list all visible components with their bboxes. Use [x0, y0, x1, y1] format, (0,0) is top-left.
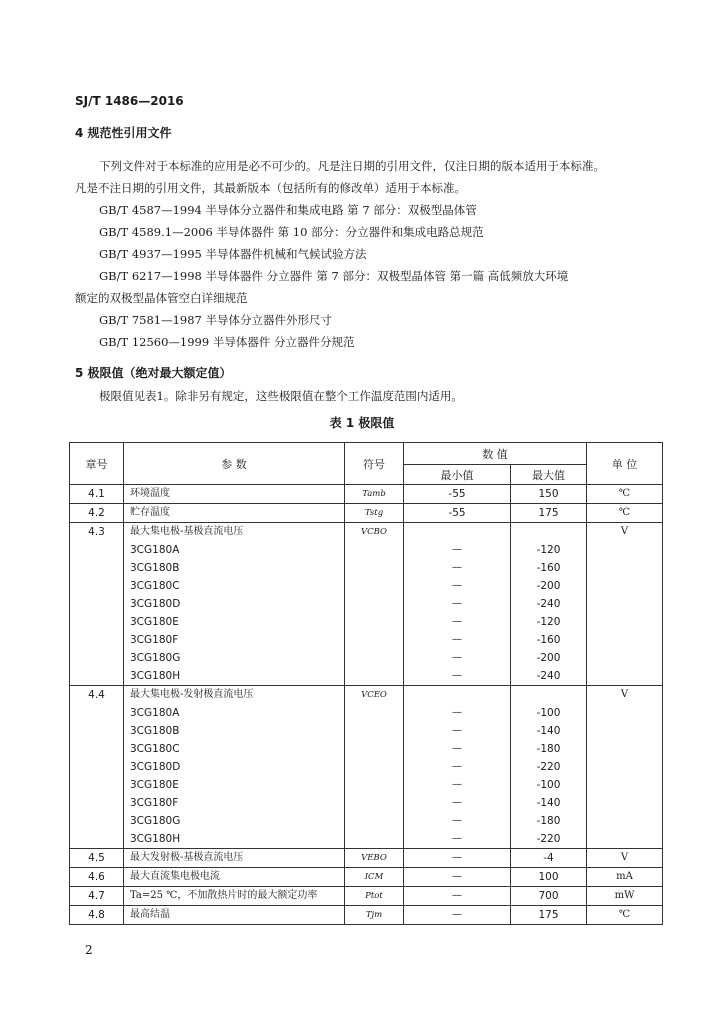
model-name: 3CG180F	[130, 634, 179, 646]
clause-no: 4.1	[88, 488, 105, 500]
min-value: —	[452, 616, 462, 627]
min-value: —	[452, 580, 462, 591]
min-value: -55	[448, 507, 466, 519]
min-value: —	[452, 544, 462, 555]
symbol: VCEO	[361, 690, 387, 700]
max-value: -200	[536, 652, 561, 664]
max-value: -160	[536, 634, 561, 646]
header-min: 最小值	[404, 465, 511, 485]
symbol: VEBO	[361, 853, 387, 863]
model-name: 3CG180A	[130, 544, 180, 556]
reference-4: GB/T 6217—1998 半导体器件 分立器件 第 7 部分：双极型晶体管 第一篇 高低频放大环境	[99, 269, 569, 283]
model-name: 3CG180G	[130, 652, 181, 664]
table-row	[70, 686, 663, 849]
max-value: -180	[536, 815, 561, 827]
max-value: -200	[536, 580, 561, 592]
model-name: 3CG180E	[130, 779, 179, 791]
model-name: 3CG180G	[130, 815, 181, 827]
unit: V	[620, 689, 629, 700]
min-value: —	[452, 833, 462, 844]
symbol: Ptot	[365, 891, 383, 901]
min-value: —	[452, 725, 462, 736]
max-value: -220	[536, 833, 561, 845]
header-max: 最大值	[511, 465, 587, 485]
unit: V	[620, 526, 629, 537]
parameter: 贮存温度	[130, 507, 170, 518]
model-name: 3CG180D	[130, 598, 181, 610]
model-name: 3CG180B	[130, 562, 180, 574]
min-value: —	[452, 670, 462, 681]
page-number: 2	[85, 943, 93, 957]
header-parameter: 参 数	[124, 443, 345, 485]
max-value: -100	[536, 707, 561, 719]
min-value: -55	[448, 488, 466, 500]
reference-5: GB/T 7581—1987 半导体分立器件外形尺寸	[99, 313, 333, 327]
header-unit: 单 位	[587, 443, 663, 485]
table-row	[70, 523, 663, 686]
header-clause-no: 章号	[70, 443, 124, 485]
symbol: ICM	[364, 872, 384, 882]
max-value: -140	[536, 797, 561, 809]
section-4-intro-line1: 下列文件对于本标准的应用是必不可少的。凡是注日期的引用文件，仅注日期的版本适用于本标准。	[99, 159, 605, 173]
parameter: 最大集电极-发射极直流电压	[130, 689, 254, 700]
reference-6: GB/T 12560—1999 半导体器件 分立器件分规范	[99, 335, 355, 349]
unit: ℃	[618, 507, 631, 518]
min-value: —	[452, 852, 462, 863]
max-value: 175	[538, 507, 559, 519]
max-value: 150	[538, 488, 559, 500]
max-value: -100	[536, 779, 561, 791]
section-4-title: 4 规范性引用文件	[75, 126, 172, 140]
max-value: -140	[536, 725, 561, 737]
min-value: —	[452, 761, 462, 772]
parameter: 环境温度	[130, 488, 170, 499]
table-row	[70, 887, 663, 906]
max-value: -120	[536, 544, 561, 556]
min-value: —	[452, 797, 462, 808]
symbol: Tjm	[365, 910, 383, 920]
clause-no: 4.7	[88, 890, 105, 902]
min-value: —	[452, 779, 462, 790]
min-value: —	[452, 890, 462, 901]
clause-no: 4.8	[88, 909, 105, 921]
clause-no: 4.4	[88, 689, 105, 701]
table-row	[70, 849, 663, 868]
min-value: —	[452, 815, 462, 826]
max-value: -180	[536, 743, 561, 755]
header-value: 数 值	[404, 443, 587, 465]
section-5-text: 极限值见表1。除非另有规定，这些极限值在整个工作温度范围内适用。	[99, 389, 463, 403]
min-value: —	[452, 707, 462, 718]
table-caption: 表 1 极限值	[329, 416, 395, 430]
min-value: —	[452, 743, 462, 754]
max-value: 175	[538, 909, 559, 921]
max-value: -120	[536, 616, 561, 628]
clause-no: 4.2	[88, 507, 105, 519]
model-name: 3CG180C	[130, 743, 180, 755]
max-value: 100	[538, 871, 559, 883]
parameter: 最大直流集电极电流	[130, 871, 220, 882]
reference-3: GB/T 4937—1995 半导体器件机械和气候试验方法	[99, 247, 367, 261]
reference-1: GB/T 4587—1994 半导体分立器件和集成电路 第 7 部分：双极型晶体管	[99, 203, 477, 217]
table-row	[70, 485, 663, 504]
max-value: -220	[536, 761, 561, 773]
unit: ℃	[618, 488, 631, 499]
reference-2: GB/T 4589.1—2006 半导体器件 第 10 部分：分立器件和集成电路总规范	[99, 225, 484, 239]
model-name: 3CG180B	[130, 725, 180, 737]
standard-number-header: SJ/T 1486—2016	[75, 94, 184, 108]
unit: ℃	[618, 909, 631, 920]
max-value: -240	[536, 670, 561, 682]
min-value: —	[452, 909, 462, 920]
model-name: 3CG180H	[130, 833, 181, 845]
clause-no: 4.5	[88, 852, 105, 864]
symbol: Tstg	[364, 508, 384, 518]
section-5-title: 5 极限值（绝对最大额定值）	[75, 366, 232, 380]
max-value: -240	[536, 598, 561, 610]
min-value: —	[452, 634, 462, 645]
min-value: —	[452, 562, 462, 573]
section-4-intro-line2: 凡是不注日期的引用文件，其最新版本（包括所有的修改单）适用于本标准。	[75, 181, 466, 195]
parameter: 最大发射极-基极直流电压	[130, 852, 244, 863]
max-value: -160	[536, 562, 561, 574]
model-name: 3CG180H	[130, 670, 181, 682]
reference-4-continuation: 额定的双极型晶体管空白详细规范	[75, 291, 248, 305]
max-value: -4	[543, 852, 554, 864]
model-name: 3CG180D	[130, 761, 181, 773]
unit: mA	[616, 871, 633, 882]
table-row	[70, 868, 663, 887]
model-name: 3CG180C	[130, 580, 180, 592]
max-value: 700	[538, 890, 559, 902]
model-name: 3CG180F	[130, 797, 179, 809]
unit: mW	[614, 890, 635, 901]
parameter: 最大集电极-基极直流电压	[130, 526, 244, 537]
table-row	[70, 906, 663, 925]
model-name: 3CG180E	[130, 616, 179, 628]
unit: V	[620, 852, 629, 863]
symbol: VCBO	[360, 527, 387, 537]
model-name: 3CG180A	[130, 707, 180, 719]
parameter: 最高结温	[130, 909, 170, 920]
clause-no: 4.6	[88, 871, 105, 883]
parameter: Ta=25 ℃，不加散热片时的最大额定功率	[130, 890, 318, 901]
clause-no: 4.3	[88, 526, 105, 538]
symbol: Tamb	[362, 489, 386, 499]
min-value: —	[452, 598, 462, 609]
limits-table	[69, 442, 663, 925]
table-row	[70, 504, 663, 523]
header-symbol: 符号	[345, 443, 404, 485]
min-value: —	[452, 652, 462, 663]
min-value: —	[452, 871, 462, 882]
